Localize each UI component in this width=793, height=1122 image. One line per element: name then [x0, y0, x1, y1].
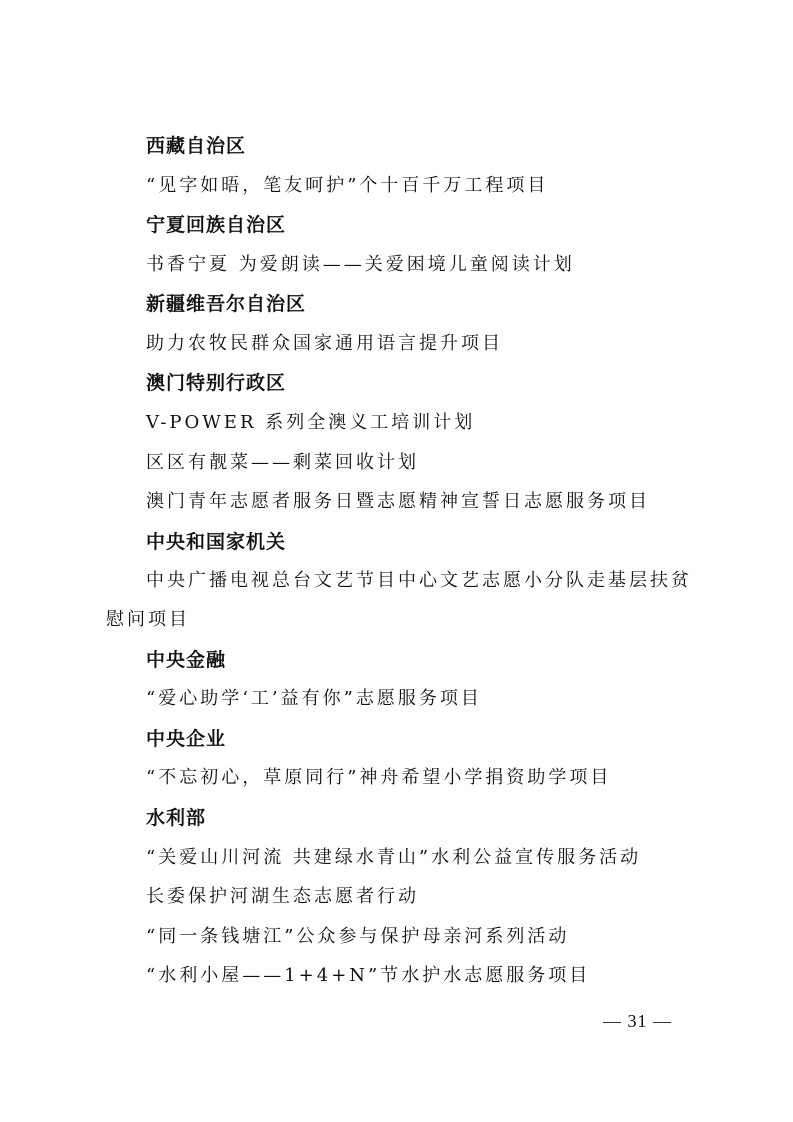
- section-heading-xizang: 西藏自治区: [146, 135, 247, 157]
- project-item: “爱心助学‘工’益有你”志愿服务项目: [146, 688, 482, 709]
- section-heading-central-finance: 中央金融: [146, 649, 227, 671]
- project-item: 助力农牧民群众国家通用语言提升项目: [146, 333, 503, 354]
- project-item: V-POWER 系列全澳义工培训计划: [146, 412, 476, 433]
- section-heading-central-enterprises: 中央企业: [146, 728, 227, 750]
- project-item: “水利小屋——1+4+N”节水护水志愿服务项目: [146, 965, 591, 986]
- project-item: “关爱山川河流 共建绿水青山”水利公益宣传服务活动: [146, 847, 642, 868]
- project-item: 澳门青年志愿者服务日暨志愿精神宣誓日志愿服务项目: [146, 491, 650, 512]
- section-heading-ningxia: 宁夏回族自治区: [146, 214, 287, 236]
- project-item: “同一条钱塘江”公众参与保护母亲河系列活动: [146, 926, 570, 947]
- project-item-continuation: 慰问项目: [106, 609, 190, 630]
- project-item: 长委保护河湖生态志愿者行动: [146, 886, 419, 907]
- section-heading-water-resources: 水利部: [146, 807, 207, 829]
- project-item: “不忘初心，草原同行”神舟希望小学捐资助学项目: [146, 767, 612, 788]
- section-heading-xinjiang: 新疆维吾尔自治区: [146, 293, 307, 315]
- section-heading-macau: 澳门特别行政区: [146, 372, 287, 394]
- project-item: 书香宁夏 为爱朗读——关爱困境儿童阅读计划: [146, 254, 575, 275]
- project-item: “见字如晤，笔友呵护”个十百千万工程项目: [146, 175, 549, 196]
- page-number: — 31 —: [603, 1011, 672, 1031]
- section-heading-central-state-organs: 中央和国家机关: [146, 531, 287, 553]
- project-item: 中央广播电视总台文艺节目中心文艺志愿小分队走基层扶贫: [146, 570, 692, 591]
- project-item: 区区有靓菜——剩菜回收计划: [146, 452, 419, 473]
